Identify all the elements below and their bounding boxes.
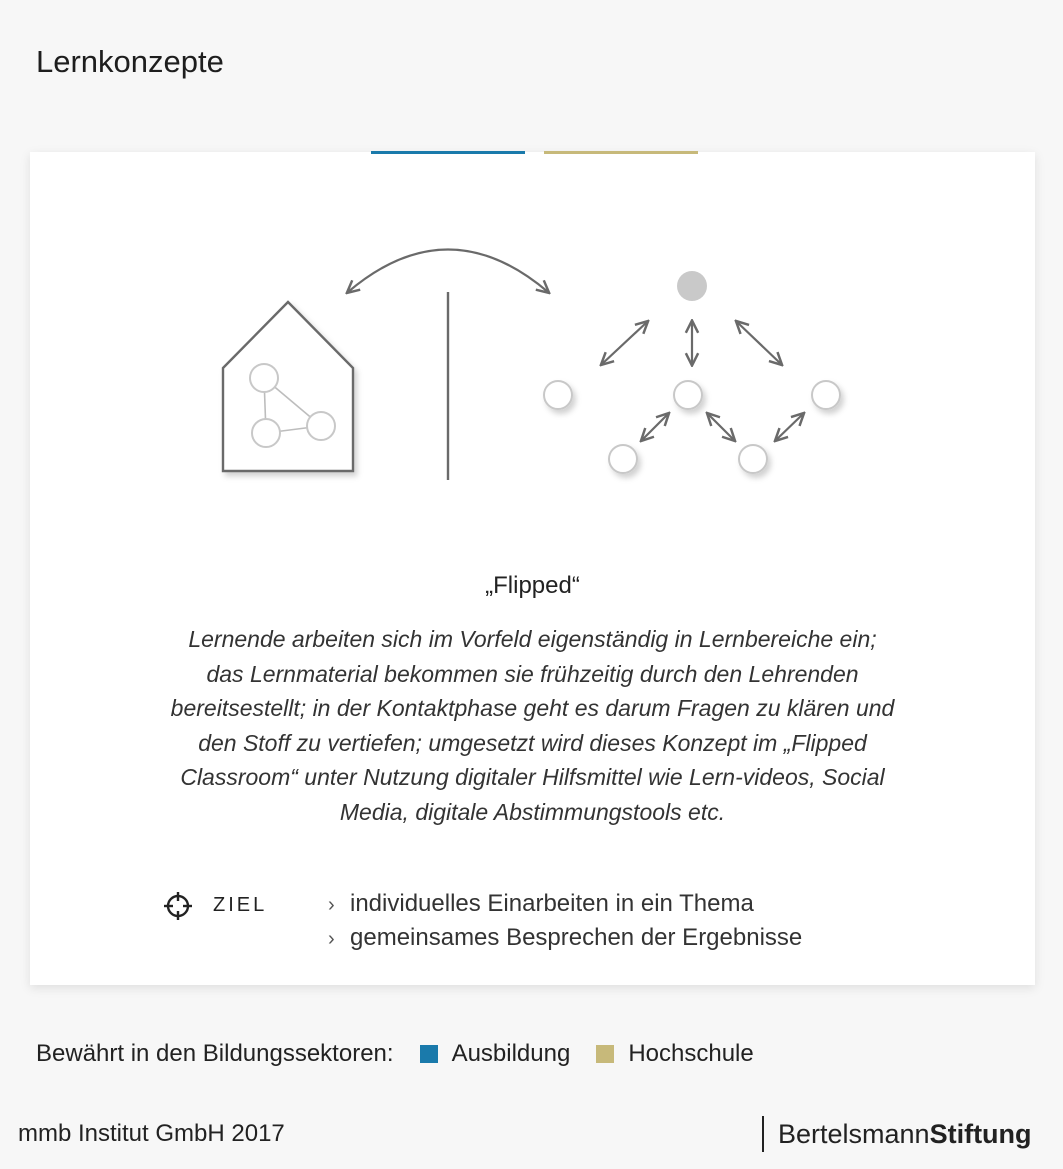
concept-title: „Flipped“: [485, 572, 580, 599]
goal-item-text: gemeinsames Besprechen der Ergebnisse: [350, 924, 803, 951]
house-icon: [223, 302, 353, 471]
legend-item-label: Hochschule: [628, 1040, 754, 1067]
legend-swatch-ausbildung: [420, 1045, 438, 1063]
legend-item-label: Ausbildung: [451, 1040, 571, 1067]
footer-credit: mmb Institut GmbH 2017: [18, 1120, 285, 1147]
flipped-illustration: [30, 152, 1035, 512]
goal-item: [328, 887, 802, 921]
concept-card: [30, 152, 1035, 985]
swap-arrow: [348, 250, 548, 293]
page-title: Lernkonzepte: [36, 44, 224, 79]
legend-swatch-hochschule: [596, 1045, 614, 1063]
teacher-node: [677, 271, 707, 301]
classroom-network: [544, 271, 840, 473]
chevron-right-icon: ›: [328, 894, 335, 916]
brand-name-bold: Stiftung: [929, 1119, 1032, 1149]
brand-logo: [762, 1116, 1032, 1152]
goal-list: [328, 887, 802, 955]
goal-label: ZIEL: [213, 894, 268, 916]
crosshair-icon: [162, 890, 194, 922]
sector-legend: [36, 1040, 754, 1068]
chevron-right-icon: ›: [328, 928, 335, 950]
goal-item: [328, 921, 802, 955]
brand-name-light: Bertelsmann: [778, 1119, 930, 1149]
concept-description: Lernende arbeiten sich im Vorfeld eigenständig in Lernbereiche ein; das Lernmaterial bekommen sie frühzeitig durch den Lehrenden bereitsestellt; in der Kontaktphase geht es darum Fragen zu klären und den Stoff zu vertiefen; umgesetzt wird dieses Konzept im „Flipped Classroom“ unter Nutzung digitaler Hilfsmittel wie Lern-videos, Social Media, digitale Abstimmungstools etc.: [170, 626, 895, 825]
legend-item-ausbildung: [420, 1040, 597, 1068]
legend-item-hochschule: [596, 1040, 753, 1068]
goal-item-text: individuelles Einarbeiten in ein Thema: [350, 890, 754, 917]
legend-label: Bewährt in den Bildungssektoren:: [36, 1040, 394, 1067]
